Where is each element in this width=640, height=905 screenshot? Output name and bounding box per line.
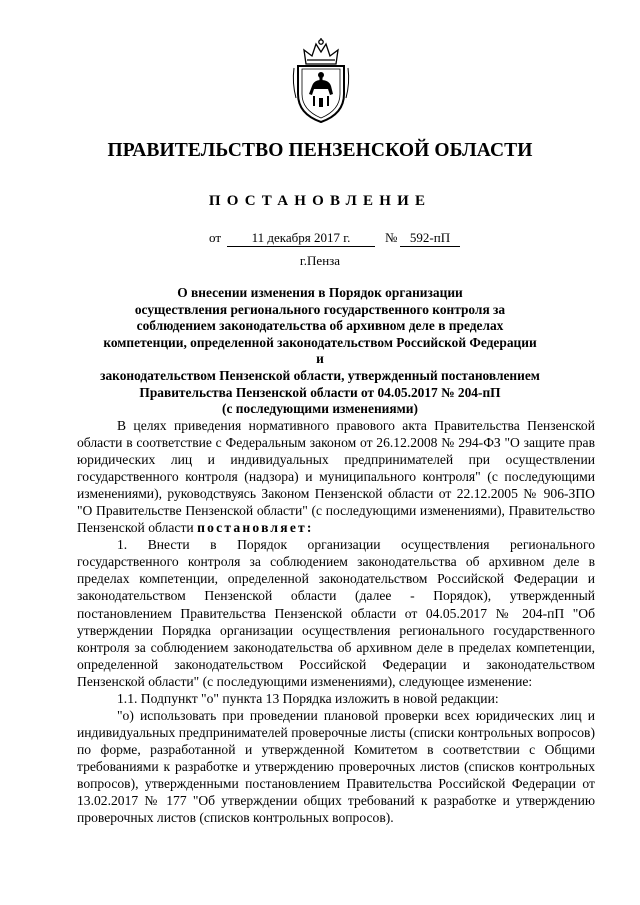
quoted-subitem-paragraph: "о) использовать при проведении плановой проверки всех юридических лиц и индивидуальных предпринимателей проверочные листы (списки контрольных вопросов) по форме, разработанной и утвержденной Комитетом в соответствии с Общими требованиями к разработке и утверждению проверочных листов (списков контрольных вопросов), утвержденными постановлением Правительства Российской Федерации от 13.02.2017 № 177 "Об утверждении общих требований к разработке и утверждению проверочных листов (списков контрольных вопросов). bbox=[77, 707, 595, 826]
intro-text: В целях приведения нормативного правового акта Правительства Пензенской области в соответствие с Федеральным законом от 26.12.2008 № 294-ФЗ "О защите прав юридических лиц и индивидуальных предпринимателей при осуществлении государственного контроля (надзора) и муниципального контроля" (с последующими изменениями), руководствуясь Законом Пензенской области от 22.12.2005 № 906-ЗПО "О Правительстве Пензенской области" (с последующими изменениями), Правительство Пензенской области bbox=[77, 418, 595, 536]
intro-paragraph bbox=[77, 417, 595, 536]
resolution-heading bbox=[100, 285, 540, 418]
coat-of-arms-emblem bbox=[290, 38, 352, 124]
document-date: 11 декабря 2017 г. bbox=[227, 230, 375, 247]
document-type: ПОСТАНОВЛЕНИЕ bbox=[208, 193, 432, 209]
heading-line: О внесении изменения в Порядок организации bbox=[177, 285, 463, 300]
heading-line: законодательством Пензенской области, утвержденный постановлением bbox=[100, 367, 540, 383]
heading-line: Правительства Пензенской области от 04.05.2017 № 204-пП bbox=[139, 384, 501, 400]
number-prefix: № bbox=[385, 230, 398, 245]
heading-line: (с последующими изменениями) bbox=[222, 401, 418, 417]
heading-line: компетенции, определенной законодательством Российской Федерации и bbox=[103, 334, 537, 367]
heading-line: соблюдением законодательства об архивном деле в пределах bbox=[136, 318, 504, 334]
heading-line: осуществления регионального государственного контроля за bbox=[134, 301, 506, 317]
government-title: ПРАВИТЕЛЬСТВО ПЕНЗЕНСКОЙ ОБЛАСТИ bbox=[107, 140, 533, 161]
resolves-word: постановляет: bbox=[197, 520, 314, 536]
city: г.Пенза bbox=[299, 253, 341, 268]
item-1-1-paragraph: 1.1. Подпункт "о" пункта 13 Порядка изложить в новой редакции: bbox=[117, 690, 499, 706]
resolution-body bbox=[77, 417, 595, 826]
date-prefix: от bbox=[209, 230, 222, 245]
document-number: 592-пП bbox=[400, 230, 460, 247]
item-1-paragraph: 1. Внести в Порядок организации осуществления регионального государственного контроля за соблюдением законодательства об архивном деле в пределах компетенции, определенной законодательством Российской Федерации и законодательством Пензенской области (далее - Порядок), утвержденный постановлением Правительства Пензенской области от 04.05.2017 № 204-пП "Об утверждении Порядка организации осуществления регионального государственного контроля за соблюдением законодательства об архивном деле в пределах компетенции, определенной законодательством Российской Федерации и законодательством Пензенской области" (с последующими изменениями), следующее изменение: bbox=[77, 537, 595, 689]
